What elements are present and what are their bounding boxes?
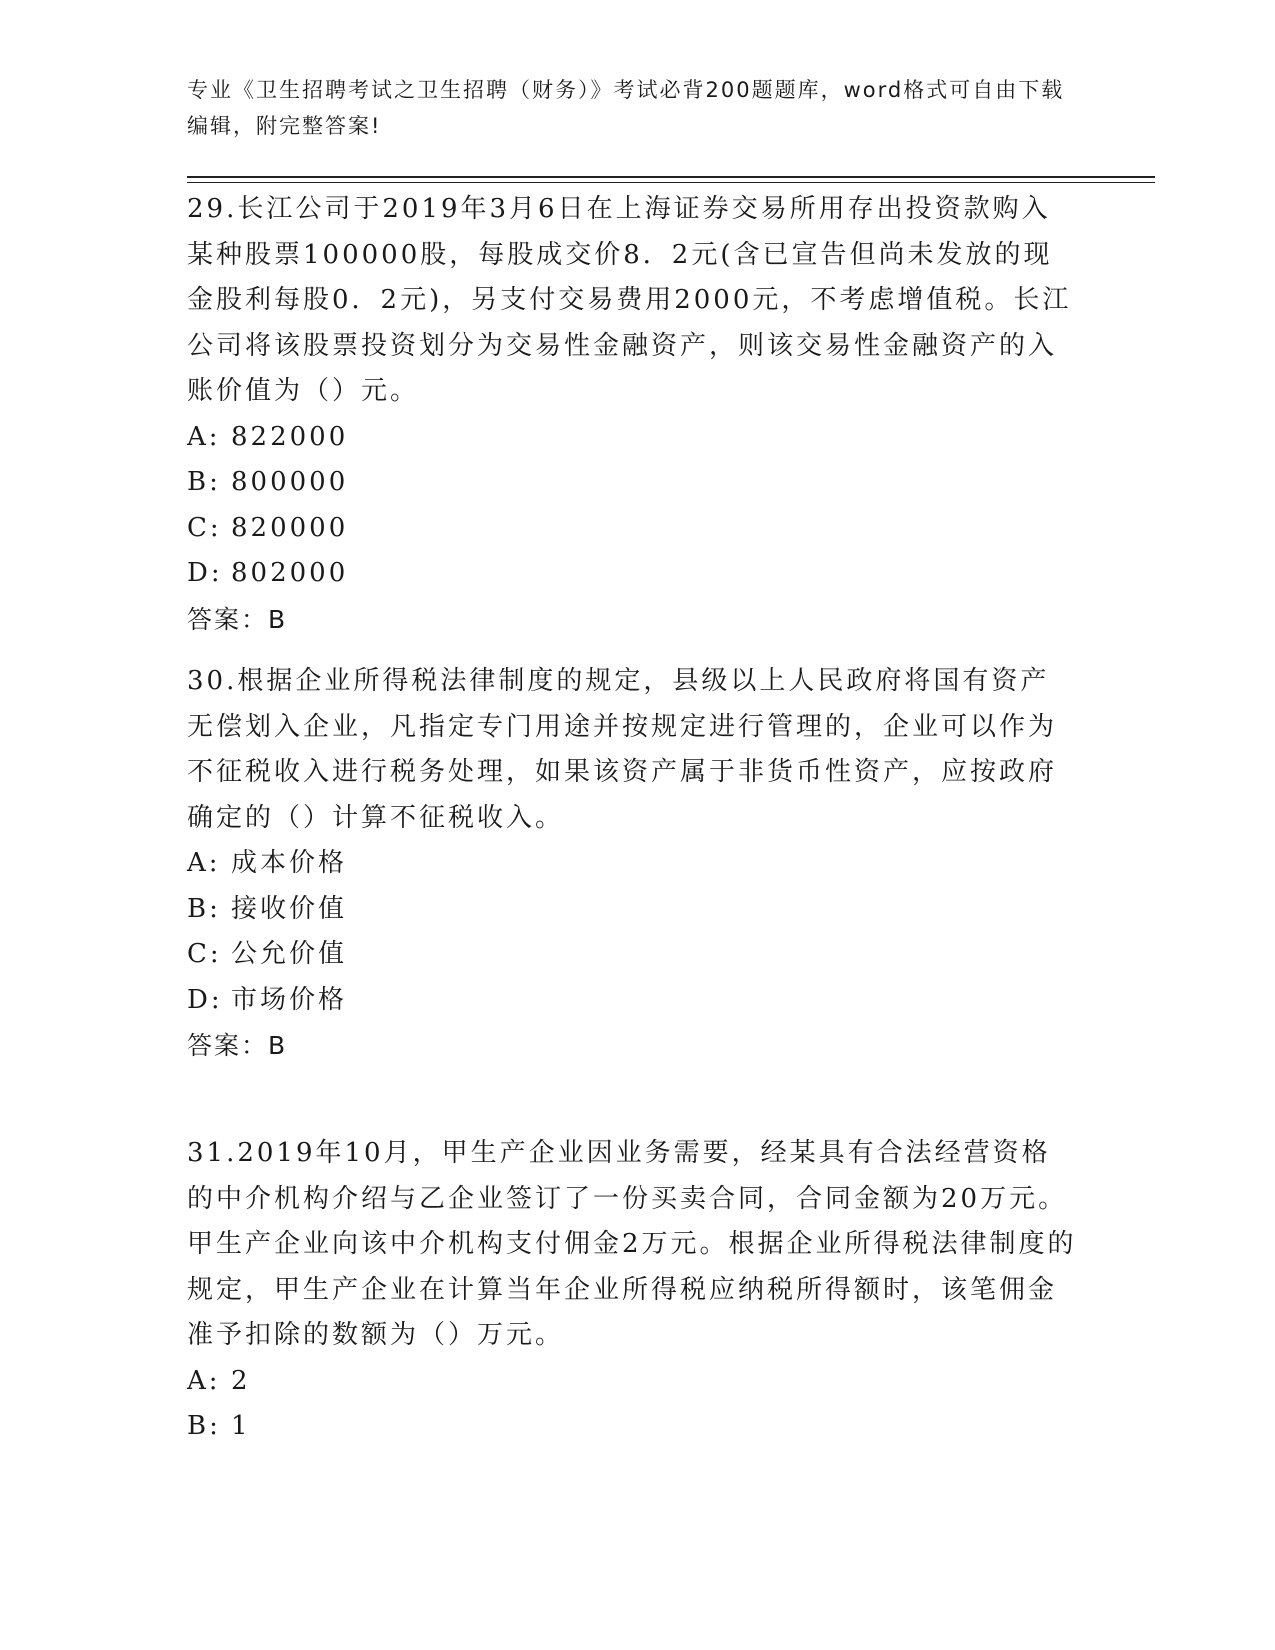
option-letter: C: bbox=[187, 512, 222, 543]
option-a bbox=[187, 415, 1077, 461]
header-rule-thick bbox=[187, 176, 1155, 178]
question-stem: 30.根据企业所得税法律制度的规定，县级以上人民政府将国有资产无偿划入企业，凡指定专门用途并按规定进行管理的，企业可以作为不征税收入进行税务处理，如果该资产属于非货币性资产，应按政府确定的（）计算不征税收入。 bbox=[187, 666, 1058, 833]
option-text: 1 bbox=[231, 1411, 251, 1441]
option-text: 822000 bbox=[231, 421, 349, 452]
question-31 bbox=[187, 1131, 1077, 1450]
option-text: 802000 bbox=[231, 558, 349, 588]
option-b bbox=[187, 460, 1077, 506]
answer-line: 答案：B bbox=[187, 1031, 288, 1060]
option-d bbox=[187, 551, 1077, 597]
option-c bbox=[187, 932, 1077, 978]
option-letter: D: bbox=[187, 984, 223, 1015]
option-letter: C: bbox=[187, 939, 222, 969]
option-letter: B: bbox=[187, 893, 221, 924]
option-letter: D: bbox=[187, 558, 223, 588]
option-text: 成本价格 bbox=[231, 848, 348, 878]
header-rule-thin bbox=[187, 182, 1155, 183]
question-stem: 29.长江公司于2019年3月6日在上海证券交易所用存出投资款购入某种股票100000股，每股成交价8．2元(含已宣告但尚未发放的现金股利每股0．2元)，另支付交易费用2000元，不考虑增值税。长江公司将该股票投资划分为交易性金融资产，则该交易性金融资产的入账价值为（）元。 bbox=[187, 194, 1072, 406]
option-letter: B: bbox=[187, 1411, 221, 1441]
option-c bbox=[187, 506, 1077, 552]
option-text: 800000 bbox=[231, 467, 349, 497]
answer-line: 答案：B bbox=[187, 604, 288, 634]
option-letter: A: bbox=[187, 421, 221, 452]
option-text: 公允价值 bbox=[231, 939, 348, 969]
option-text: 2 bbox=[231, 1365, 251, 1396]
option-text: 接收价值 bbox=[231, 893, 348, 924]
option-a bbox=[187, 1359, 1077, 1405]
option-text: 市场价格 bbox=[231, 984, 348, 1015]
question-30 bbox=[187, 659, 1077, 1069]
option-b bbox=[187, 1404, 1077, 1450]
option-d bbox=[187, 978, 1077, 1024]
option-letter: A: bbox=[187, 848, 221, 878]
option-letter: B: bbox=[187, 467, 221, 497]
option-letter: A: bbox=[187, 1365, 221, 1396]
option-a bbox=[187, 841, 1077, 887]
question-29 bbox=[187, 187, 1077, 642]
option-b bbox=[187, 887, 1077, 933]
document-header: 专业《卫生招聘考试之卫生招聘（财务）》考试必背200题题库，word格式可自由下载编辑，附完整答案! bbox=[187, 78, 1065, 138]
option-text: 820000 bbox=[231, 512, 349, 543]
question-stem: 31.2019年10月，甲生产企业因业务需要，经某具有合法经营资格的中介机构介绍与乙企业签订了一份买卖合同，合同金额为20万元。甲生产企业向该中介机构支付佣金2万元。根据企业所得税法律制度的规定，甲生产企业在计算当年企业所得税应纳税所得额时，该笔佣金准予扣除的数额为（）万元。 bbox=[187, 1138, 1077, 1350]
